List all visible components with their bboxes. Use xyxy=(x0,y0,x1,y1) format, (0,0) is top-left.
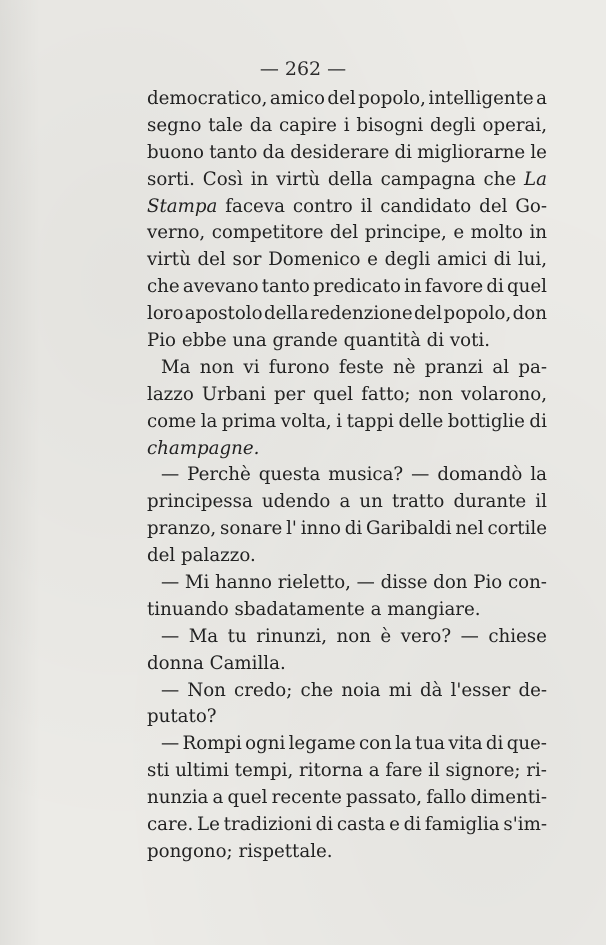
word: recente xyxy=(271,787,342,809)
word: Go- xyxy=(515,195,547,217)
word: ultimi xyxy=(175,760,229,782)
word: le xyxy=(530,141,547,163)
word: desiderare xyxy=(290,141,390,163)
text-line xyxy=(147,140,547,167)
text-line xyxy=(147,812,547,839)
word: quantità xyxy=(343,330,421,352)
word: in xyxy=(529,222,547,244)
word: della xyxy=(327,168,373,190)
word: del xyxy=(327,88,356,109)
word: quel xyxy=(507,276,547,298)
word: del xyxy=(147,545,176,567)
word: di xyxy=(403,814,422,836)
word: hanno xyxy=(215,572,273,594)
word: Mi xyxy=(184,572,210,594)
text-line xyxy=(147,355,547,382)
text-line xyxy=(147,731,547,758)
word: l'esser xyxy=(450,679,511,701)
text-line xyxy=(147,785,547,812)
word: vi xyxy=(243,356,260,378)
word: Camilla. xyxy=(209,652,286,674)
text-line xyxy=(147,462,547,489)
word: Perchè xyxy=(187,464,251,486)
word: lui, xyxy=(517,249,547,271)
word: quel xyxy=(313,383,354,405)
text-line xyxy=(147,247,547,274)
word: s'im- xyxy=(503,814,547,836)
word: dimenti- xyxy=(470,787,547,809)
word: — xyxy=(460,625,479,647)
word: che xyxy=(147,276,180,298)
word: durante xyxy=(453,491,527,513)
word: pranzi xyxy=(424,356,484,378)
word: tempi, xyxy=(234,760,294,782)
word: principe, xyxy=(364,222,447,244)
word: virtù xyxy=(276,168,320,190)
word: degli xyxy=(430,114,476,136)
word: intelligente xyxy=(428,88,534,109)
word: passato, xyxy=(346,787,423,809)
word: Così xyxy=(202,168,243,190)
text-line xyxy=(147,543,547,570)
text-line xyxy=(147,382,547,409)
word: segno xyxy=(147,114,202,136)
text-line xyxy=(147,436,547,463)
word: fallo xyxy=(426,787,467,809)
word: mi xyxy=(388,679,412,701)
text-line xyxy=(147,220,547,247)
word: con xyxy=(359,733,392,755)
word: volarono, xyxy=(461,383,547,405)
text-line xyxy=(147,839,547,866)
word: credo; xyxy=(234,679,293,701)
text-line xyxy=(147,597,547,624)
word: Non xyxy=(187,679,226,701)
text-line xyxy=(147,678,547,705)
word: della xyxy=(263,303,309,325)
word: bisogni xyxy=(356,114,424,136)
word: vita xyxy=(448,733,483,755)
word: don xyxy=(512,303,547,325)
word: — xyxy=(356,572,375,594)
word: del xyxy=(413,303,443,325)
word: domandò xyxy=(437,464,523,486)
word: di xyxy=(485,733,504,755)
word: buono xyxy=(147,141,204,163)
word: disse xyxy=(380,572,428,594)
word: rieletto, xyxy=(277,572,351,594)
text-line xyxy=(147,274,547,301)
word: predicato xyxy=(313,276,401,298)
word: con- xyxy=(507,572,547,594)
word: udendo xyxy=(261,491,331,513)
word: tappi xyxy=(346,410,394,432)
text-line xyxy=(147,624,547,651)
word: famiglia xyxy=(424,814,500,836)
word: redenzione xyxy=(310,303,413,325)
word: verno, xyxy=(147,222,206,244)
word: a xyxy=(536,88,547,109)
word: questa xyxy=(258,464,321,486)
word: il xyxy=(428,760,440,782)
word: Ma xyxy=(188,625,219,647)
word: rispettale. xyxy=(238,840,333,862)
word: contro xyxy=(292,195,353,217)
word: del xyxy=(479,195,508,217)
text-line xyxy=(147,651,547,678)
text-line xyxy=(147,113,547,140)
word: fatto; xyxy=(361,383,411,405)
word: don xyxy=(433,572,468,594)
word: di xyxy=(426,330,445,352)
word: signore; xyxy=(445,760,521,782)
word: democratico, xyxy=(147,88,268,109)
word: la xyxy=(200,410,218,432)
word: i xyxy=(336,410,343,432)
word: nel xyxy=(455,518,484,540)
word: amico xyxy=(269,88,325,109)
word: tanto xyxy=(209,141,258,163)
word: l' xyxy=(286,518,297,540)
word: La xyxy=(524,168,547,190)
word: tradizioni xyxy=(223,814,312,836)
word: Rompi xyxy=(182,733,242,755)
text-line xyxy=(147,167,547,194)
word: tale xyxy=(208,114,243,136)
word: Le xyxy=(197,814,220,836)
word: vero? xyxy=(400,625,452,647)
word: delle xyxy=(398,410,444,432)
word: il xyxy=(360,195,373,217)
word: di xyxy=(315,814,334,836)
word: come xyxy=(147,410,197,432)
word: cortile xyxy=(487,518,547,540)
text-line xyxy=(147,301,547,328)
word: che xyxy=(483,168,517,190)
word: quel xyxy=(227,787,268,809)
word: un xyxy=(359,491,383,513)
word: legame xyxy=(288,733,356,755)
word: Pio xyxy=(147,330,177,352)
word: chiese xyxy=(488,625,547,647)
word: favore xyxy=(424,276,484,298)
word: virtù xyxy=(147,249,191,271)
word: — xyxy=(161,572,180,594)
word: care. xyxy=(147,814,194,836)
word: mangiare. xyxy=(387,598,481,620)
word: ogni xyxy=(245,733,286,755)
word: amici xyxy=(437,249,487,271)
word: champagne. xyxy=(147,437,260,459)
text-line xyxy=(147,570,547,597)
word: prima xyxy=(221,410,277,432)
word: putato? xyxy=(147,706,217,728)
word: furono xyxy=(268,356,330,378)
word: rinunzi, xyxy=(256,625,328,647)
word: a xyxy=(212,787,224,809)
word: pa- xyxy=(518,356,547,378)
word: la xyxy=(395,733,412,755)
word: inno xyxy=(300,518,341,540)
word: — xyxy=(161,625,180,647)
word: Urbani xyxy=(201,383,266,405)
word: tu xyxy=(227,625,247,647)
word: sorti. xyxy=(147,168,195,190)
word: popolo, xyxy=(358,88,426,109)
word: palazzo. xyxy=(181,545,256,567)
word: e xyxy=(453,222,465,244)
word: ebbe xyxy=(181,330,227,352)
text-line xyxy=(147,194,547,221)
word: una xyxy=(232,330,267,352)
word: faceva xyxy=(225,195,285,217)
word: campagna xyxy=(380,168,476,190)
word: de- xyxy=(518,679,547,701)
word: noia xyxy=(341,679,381,701)
word: sonare xyxy=(220,518,283,540)
word: da xyxy=(249,114,273,136)
word: di xyxy=(529,410,547,432)
word: in xyxy=(250,168,269,190)
word: del xyxy=(197,249,226,271)
word: e xyxy=(367,249,378,271)
word: i xyxy=(343,114,350,136)
word: pranzo, xyxy=(147,518,217,540)
word: casta xyxy=(336,814,386,836)
word: il xyxy=(535,491,547,513)
word: tinuando xyxy=(147,598,229,620)
word: Domenico xyxy=(268,249,361,271)
word: que- xyxy=(506,733,547,755)
word: del xyxy=(329,222,359,244)
word: migliorarne xyxy=(417,141,526,163)
word: tratto xyxy=(391,491,445,513)
word: a xyxy=(368,760,380,782)
word: è xyxy=(380,625,392,647)
body-text xyxy=(147,86,547,866)
word: grande xyxy=(272,330,338,352)
page-number: — 262 — xyxy=(259,58,347,80)
word: sor xyxy=(232,249,262,271)
word: e xyxy=(389,814,400,836)
word: lazzo xyxy=(147,383,194,405)
word: fare xyxy=(385,760,423,782)
word: al xyxy=(492,356,510,378)
word: voti. xyxy=(449,330,491,352)
text-line xyxy=(147,516,547,543)
word: — xyxy=(161,679,180,701)
word: nè xyxy=(393,356,416,378)
word: Ma xyxy=(161,356,191,378)
word: che xyxy=(300,679,334,701)
word: molto xyxy=(470,222,523,244)
text-line xyxy=(147,704,547,731)
word: candidato xyxy=(380,195,472,217)
word: competitore xyxy=(211,222,324,244)
word: tanto xyxy=(261,276,310,298)
text-line xyxy=(147,758,547,785)
word: di xyxy=(394,141,412,163)
word: per xyxy=(273,383,306,405)
text-line xyxy=(147,409,547,436)
word: — xyxy=(411,464,430,486)
word: popolo, xyxy=(443,303,512,325)
word: avevano xyxy=(182,276,259,298)
word: nunzia xyxy=(147,787,209,809)
word: ri- xyxy=(526,760,547,782)
word: di xyxy=(344,518,363,540)
word: feste xyxy=(338,356,384,378)
word: apostolo xyxy=(184,303,263,325)
word: degli xyxy=(384,249,431,271)
word: pongono; xyxy=(147,840,233,862)
text-line xyxy=(147,489,547,516)
word: loro xyxy=(147,303,184,325)
word: da xyxy=(262,141,286,163)
word: a xyxy=(370,598,382,620)
word: Stampa xyxy=(147,195,218,217)
word: musica? xyxy=(328,464,404,486)
word: ritorna xyxy=(298,760,363,782)
word: principessa xyxy=(147,491,253,513)
word: non xyxy=(336,625,371,647)
word: donna xyxy=(147,652,204,674)
word: di xyxy=(486,276,504,298)
word: sbadatamente xyxy=(234,598,365,620)
word: operai, xyxy=(482,114,547,136)
word: capire xyxy=(278,114,337,136)
text-line xyxy=(147,328,547,355)
word: non xyxy=(418,383,453,405)
word: sti xyxy=(147,760,170,782)
word: la xyxy=(530,464,547,486)
text-line xyxy=(147,86,547,113)
word: di xyxy=(493,249,512,271)
word: — xyxy=(161,733,180,755)
word: Pio xyxy=(473,572,503,594)
word: in xyxy=(404,276,422,298)
word: bottiglie xyxy=(447,410,525,432)
word: — xyxy=(161,464,180,486)
word: dà xyxy=(419,679,443,701)
word: tua xyxy=(415,733,446,755)
word: volta, xyxy=(280,410,332,432)
word: a xyxy=(339,491,351,513)
word: Garibaldi xyxy=(365,518,452,540)
word: non xyxy=(199,356,235,378)
